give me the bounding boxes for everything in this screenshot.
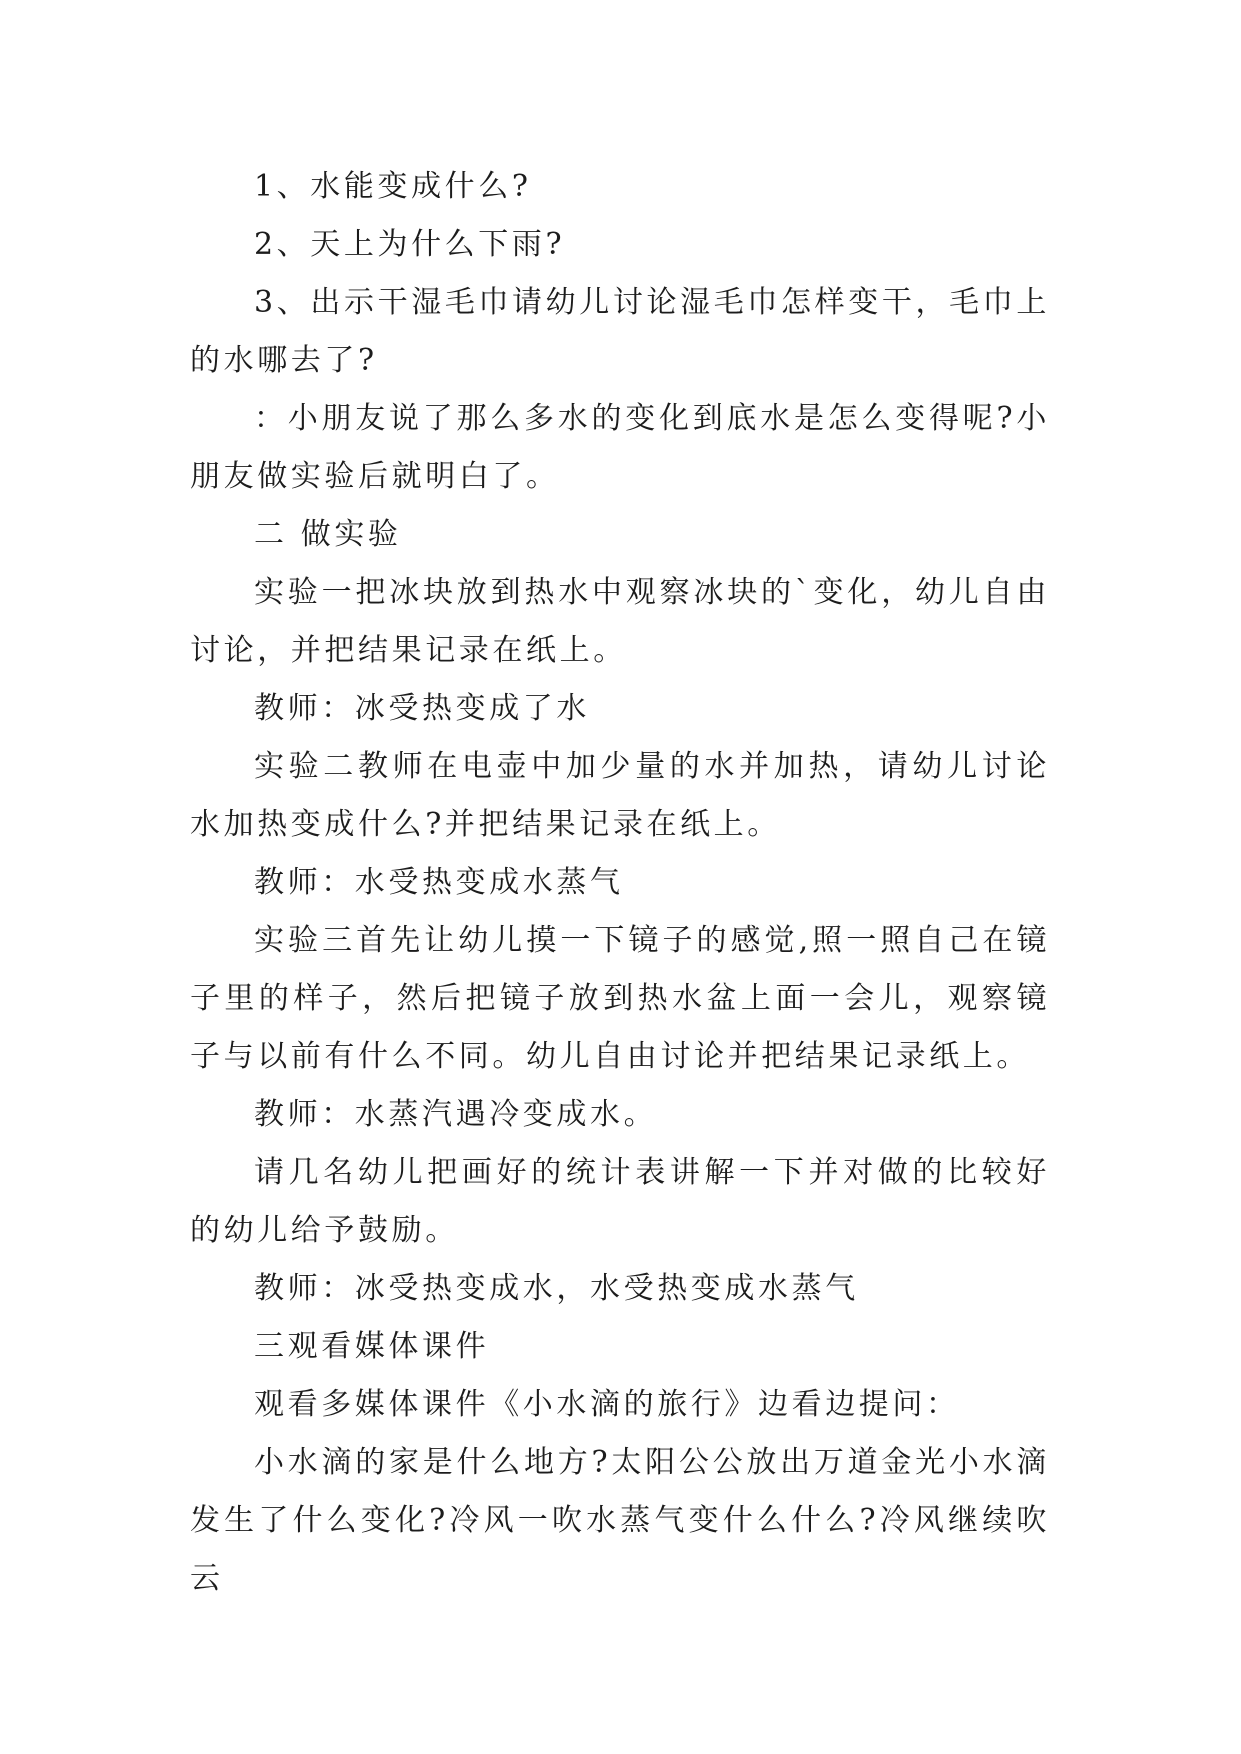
paragraph-experiment-3: 实验三首先让幼儿摸一下镜子的感觉,照一照自己在镜子里的样子，然后把镜子放到热水盆上面一会儿，观察镜子与以前有什么不同。幼儿自由讨论并把结果记录纸上。	[190, 923, 1050, 1074]
paragraph-media-intro: 观看多媒体课件《小水滴的旅行》边看边提问：	[254, 1387, 960, 1422]
paragraph-question-2: 2、天上为什么下雨?	[254, 227, 566, 262]
paragraph-teacher-note-2: 教师：水受热变成水蒸气	[254, 865, 624, 900]
paragraph-experiment-2: 实验二教师在电壶中加少量的水并加热，请幼儿讨论水加热变成什么?并把结果记录在纸上。	[190, 749, 1050, 842]
paragraph-encouragement: 请几名幼儿把画好的统计表讲解一下并对做的比较好的幼儿给予鼓励。	[190, 1155, 1050, 1248]
paragraph-teacher-summary: 教师：冰受热变成水，水受热变成水蒸气	[254, 1271, 859, 1306]
paragraph-media-questions: 小水滴的家是什么地方?太阳公公放出万道金光小水滴发生了什么变化?冷风一吹水蒸气变什么什么?冷风继续吹云	[190, 1445, 1050, 1596]
section-heading-media: 三观看媒体课件	[254, 1329, 490, 1364]
paragraph-teacher-note-3: 教师：水蒸汽遇冷变成水。	[254, 1097, 658, 1132]
paragraph-experiment-1: 实验一把冰块放到热水中观察冰块的`变化，幼儿自由讨论，并把结果记录在纸上。	[190, 575, 1050, 668]
document-page	[190, 158, 1050, 1608]
paragraph-teacher-note-1: 教师：冰受热变成了水	[254, 691, 590, 726]
section-heading-experiments: 二 做实验	[254, 517, 402, 552]
paragraph-question-3: 3、出示干湿毛巾请幼儿讨论湿毛巾怎样变干，毛巾上的水哪去了?	[190, 285, 1050, 378]
paragraph-question-1: 1、水能变成什么?	[254, 169, 532, 204]
paragraph-summary: ：小朋友说了那么多水的变化到底水是怎么变得呢?小朋友做实验后就明白了。	[190, 401, 1050, 494]
